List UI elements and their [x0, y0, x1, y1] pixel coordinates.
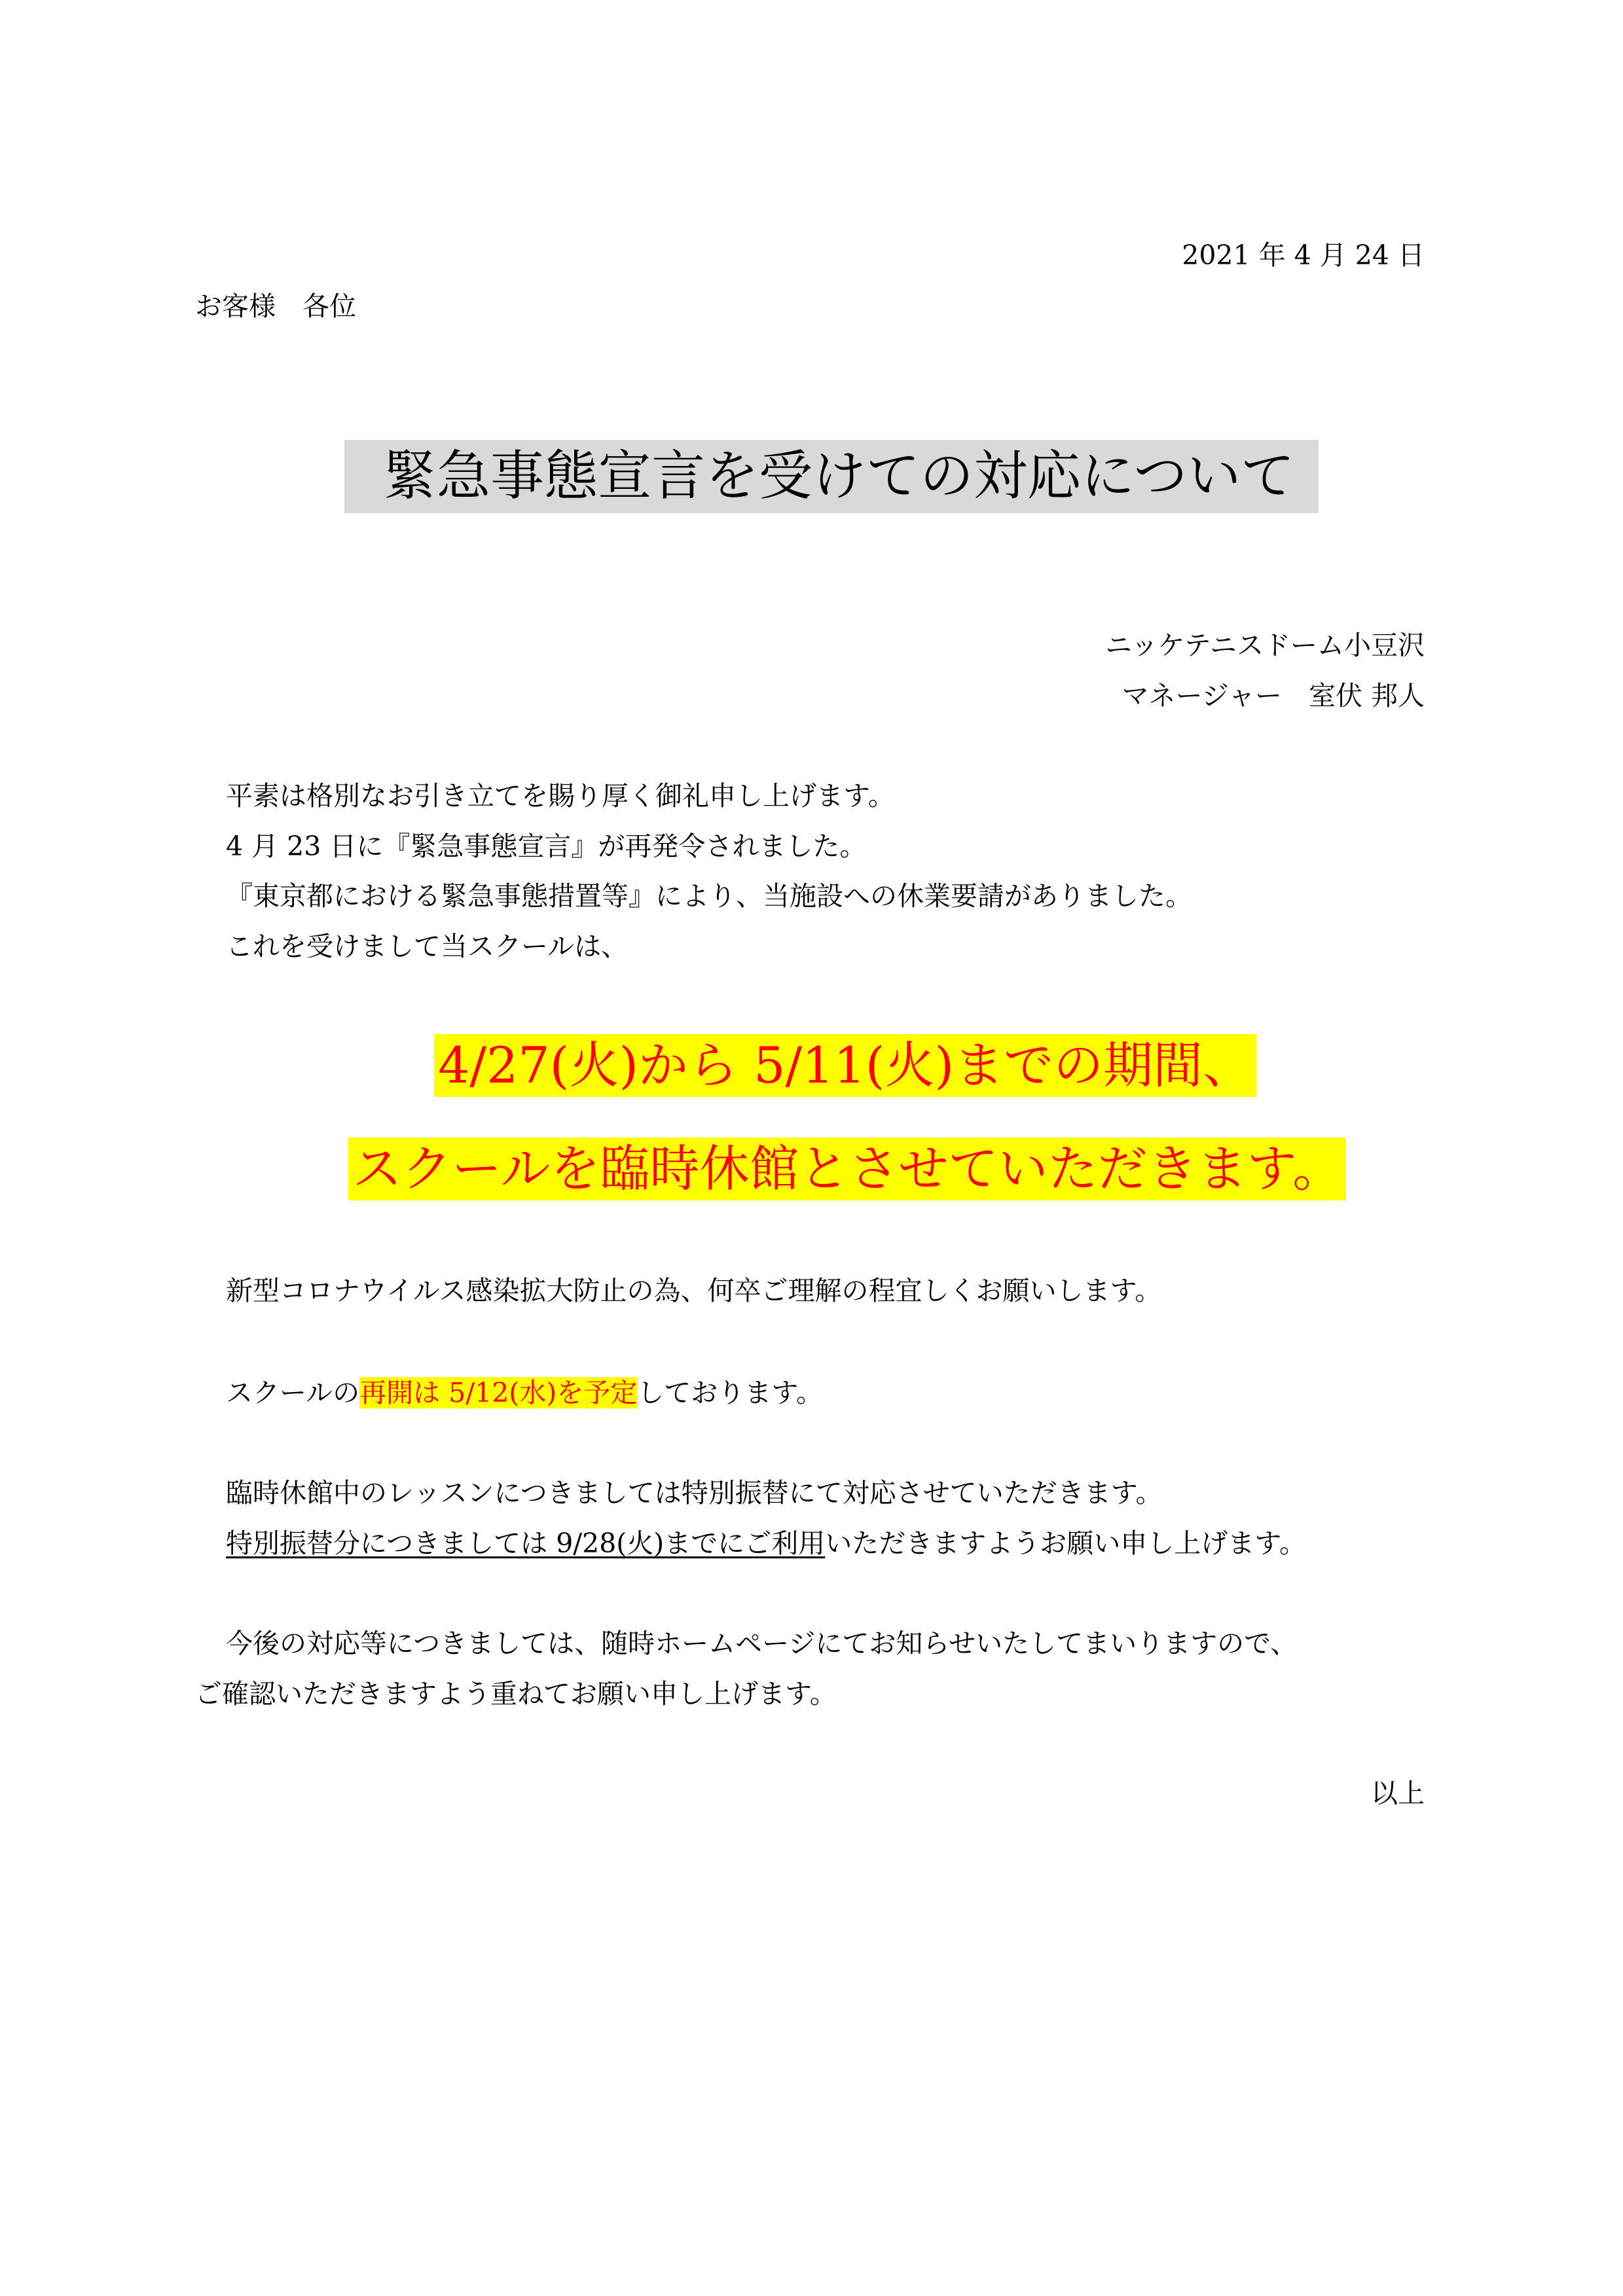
- reopen-date-highlight: 再開は 5/12(水)を予定: [359, 1377, 638, 1408]
- reopen-suffix: しております。: [637, 1377, 824, 1408]
- lessons-line-1: 臨時休館中のレッスンにつきましては特別振替にて対応させていただきます。: [226, 1477, 1163, 1509]
- addressee: お客様 各位: [195, 291, 356, 322]
- sender-manager: マネージャー 室伏 邦人: [1122, 680, 1425, 711]
- closing-mark: 以上: [1371, 1778, 1425, 1809]
- reopen-note: [226, 1374, 823, 1411]
- sender-organization: ニッケテニスドーム小豆沢: [1105, 630, 1425, 661]
- intro-line-3: 『東京都における緊急事態措置等』により、当施設への休業要請がありました。: [226, 880, 1192, 912]
- document-date: 2021 年 4 月 24 日: [1182, 240, 1425, 271]
- closure-period: 4/27(火)から 5/11(火)までの期間、: [434, 1034, 1256, 1097]
- intro-line-4: これを受けまして当スクールは、: [226, 931, 629, 962]
- closure-statement: スクールを臨時休館とさせていただきます。: [348, 1138, 1346, 1200]
- prevention-note: 新型コロナウイルス感染拡大防止の為、何卒ご理解の程宜しくお願いします。: [226, 1275, 1162, 1306]
- page-title: 緊急事態宣言を受けての対応について: [383, 445, 1295, 507]
- lessons-line-2: [226, 1525, 1306, 1562]
- intro-line-2: 4 月 23 日に『緊急事態宣言』が再発令されました。: [226, 831, 867, 862]
- intro-line-1: 平素は格別なお引き立てを賜り厚く御礼申し上げます。: [226, 780, 895, 812]
- future-line-1: 今後の対応等につきましては、随時ホームページにてお知らせいたしてまいりますので、: [226, 1628, 1298, 1659]
- lessons-suffix: いただきますようお願い申し上げます。: [825, 1528, 1306, 1559]
- transfer-deadline-underlined: 特別振替分につきましては 9/28(火)までにご利用: [226, 1528, 826, 1559]
- future-line-2: ご確認いただきますよう重ねてお願い申し上げます。: [195, 1678, 837, 1710]
- reopen-prefix: スクールの: [226, 1377, 360, 1408]
